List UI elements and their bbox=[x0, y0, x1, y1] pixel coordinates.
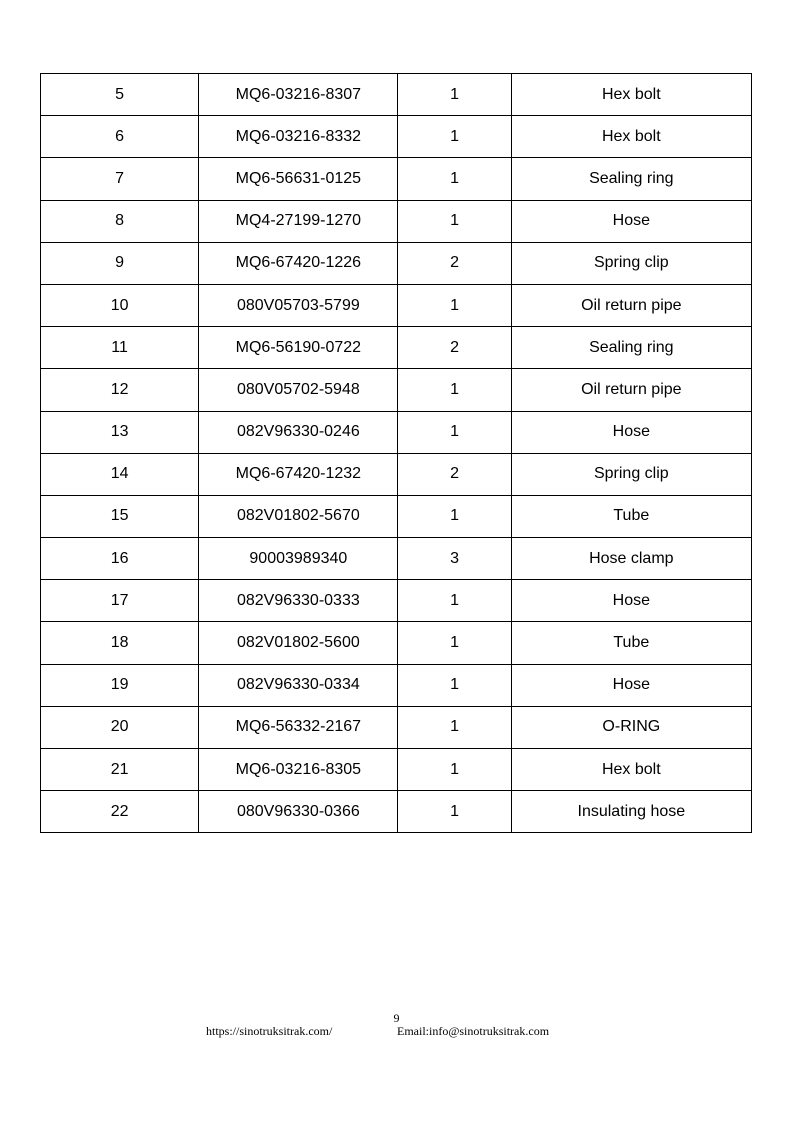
quantity-cell: 1 bbox=[398, 74, 511, 116]
table-row bbox=[41, 411, 752, 453]
item-number-cell: 16 bbox=[41, 538, 199, 580]
part-number-cell: MQ6-56332-2167 bbox=[199, 706, 398, 748]
part-name-cell: Spring clip bbox=[511, 242, 751, 284]
page-number: 9 bbox=[393, 1011, 400, 1025]
quantity-cell: 1 bbox=[398, 791, 511, 833]
parts-table-body bbox=[41, 74, 752, 833]
part-name-cell: Oil return pipe bbox=[511, 369, 751, 411]
quantity-cell: 1 bbox=[398, 411, 511, 453]
part-name-cell: Hose clamp bbox=[511, 538, 751, 580]
quantity-cell: 1 bbox=[398, 622, 511, 664]
part-number-cell: MQ4-27199-1270 bbox=[199, 200, 398, 242]
quantity-cell: 1 bbox=[398, 369, 511, 411]
part-number-cell: 082V01802-5600 bbox=[199, 622, 398, 664]
part-name-cell: Tube bbox=[511, 622, 751, 664]
part-number-cell: MQ6-03216-8305 bbox=[199, 749, 398, 791]
table-row bbox=[41, 284, 752, 326]
part-number-cell: 082V01802-5670 bbox=[199, 495, 398, 537]
item-number-cell: 18 bbox=[41, 622, 199, 664]
quantity-cell: 3 bbox=[398, 538, 511, 580]
table-row bbox=[41, 242, 752, 284]
quantity-cell: 1 bbox=[398, 116, 511, 158]
part-name-cell: Hose bbox=[511, 664, 751, 706]
quantity-cell: 2 bbox=[398, 327, 511, 369]
table-row bbox=[41, 622, 752, 664]
part-name-cell: Oil return pipe bbox=[511, 284, 751, 326]
part-name-cell: Tube bbox=[511, 495, 751, 537]
table-row bbox=[41, 495, 752, 537]
part-number-cell: 080V05703-5799 bbox=[199, 284, 398, 326]
table-row bbox=[41, 580, 752, 622]
part-name-cell: Sealing ring bbox=[511, 158, 751, 200]
item-number-cell: 13 bbox=[41, 411, 199, 453]
footer-website-link[interactable]: https://sinotruksitrak.com/ bbox=[206, 1024, 333, 1038]
part-number-cell: 082V96330-0334 bbox=[199, 664, 398, 706]
part-name-cell: Spring clip bbox=[511, 453, 751, 495]
item-number-cell: 14 bbox=[41, 453, 199, 495]
item-number-cell: 15 bbox=[41, 495, 199, 537]
item-number-cell: 7 bbox=[41, 158, 199, 200]
part-number-cell: MQ6-67420-1232 bbox=[199, 453, 398, 495]
quantity-cell: 2 bbox=[398, 453, 511, 495]
part-name-cell: Hose bbox=[511, 411, 751, 453]
part-number-cell: 082V96330-0246 bbox=[199, 411, 398, 453]
table-row bbox=[41, 116, 752, 158]
parts-table bbox=[40, 73, 752, 833]
part-name-cell: Hose bbox=[511, 200, 751, 242]
part-number-cell: 080V96330-0366 bbox=[199, 791, 398, 833]
quantity-cell: 2 bbox=[398, 242, 511, 284]
part-number-cell: MQ6-56190-0722 bbox=[199, 327, 398, 369]
table-row bbox=[41, 158, 752, 200]
table-row bbox=[41, 453, 752, 495]
quantity-cell: 1 bbox=[398, 284, 511, 326]
part-number-cell: 90003989340 bbox=[199, 538, 398, 580]
quantity-cell: 1 bbox=[398, 495, 511, 537]
table-row bbox=[41, 749, 752, 791]
item-number-cell: 8 bbox=[41, 200, 199, 242]
quantity-cell: 1 bbox=[398, 664, 511, 706]
table-row bbox=[41, 74, 752, 116]
item-number-cell: 9 bbox=[41, 242, 199, 284]
part-name-cell: Insulating hose bbox=[511, 791, 751, 833]
part-number-cell: MQ6-67420-1226 bbox=[199, 242, 398, 284]
item-number-cell: 11 bbox=[41, 327, 199, 369]
table-row bbox=[41, 538, 752, 580]
item-number-cell: 6 bbox=[41, 116, 199, 158]
item-number-cell: 12 bbox=[41, 369, 199, 411]
item-number-cell: 17 bbox=[41, 580, 199, 622]
part-name-cell: Hex bolt bbox=[511, 74, 751, 116]
part-name-cell: Hex bolt bbox=[511, 749, 751, 791]
table-row bbox=[41, 664, 752, 706]
quantity-cell: 1 bbox=[398, 706, 511, 748]
item-number-cell: 19 bbox=[41, 664, 199, 706]
part-name-cell: Hex bolt bbox=[511, 116, 751, 158]
quantity-cell: 1 bbox=[398, 200, 511, 242]
part-number-cell: MQ6-03216-8307 bbox=[199, 74, 398, 116]
footer-email[interactable]: Email:info@sinotruksitrak.com bbox=[397, 1024, 550, 1038]
part-name-cell: O-RING bbox=[511, 706, 751, 748]
item-number-cell: 10 bbox=[41, 284, 199, 326]
part-number-cell: MQ6-56631-0125 bbox=[199, 158, 398, 200]
part-number-cell: MQ6-03216-8332 bbox=[199, 116, 398, 158]
item-number-cell: 22 bbox=[41, 791, 199, 833]
part-name-cell: Sealing ring bbox=[511, 327, 751, 369]
part-name-cell: Hose bbox=[511, 580, 751, 622]
part-number-cell: 082V96330-0333 bbox=[199, 580, 398, 622]
table-row bbox=[41, 369, 752, 411]
table-row bbox=[41, 706, 752, 748]
quantity-cell: 1 bbox=[398, 158, 511, 200]
item-number-cell: 20 bbox=[41, 706, 199, 748]
quantity-cell: 1 bbox=[398, 580, 511, 622]
table-row bbox=[41, 327, 752, 369]
quantity-cell: 1 bbox=[398, 749, 511, 791]
table-row bbox=[41, 791, 752, 833]
table-row bbox=[41, 200, 752, 242]
item-number-cell: 5 bbox=[41, 74, 199, 116]
item-number-cell: 21 bbox=[41, 749, 199, 791]
part-number-cell: 080V05702-5948 bbox=[199, 369, 398, 411]
